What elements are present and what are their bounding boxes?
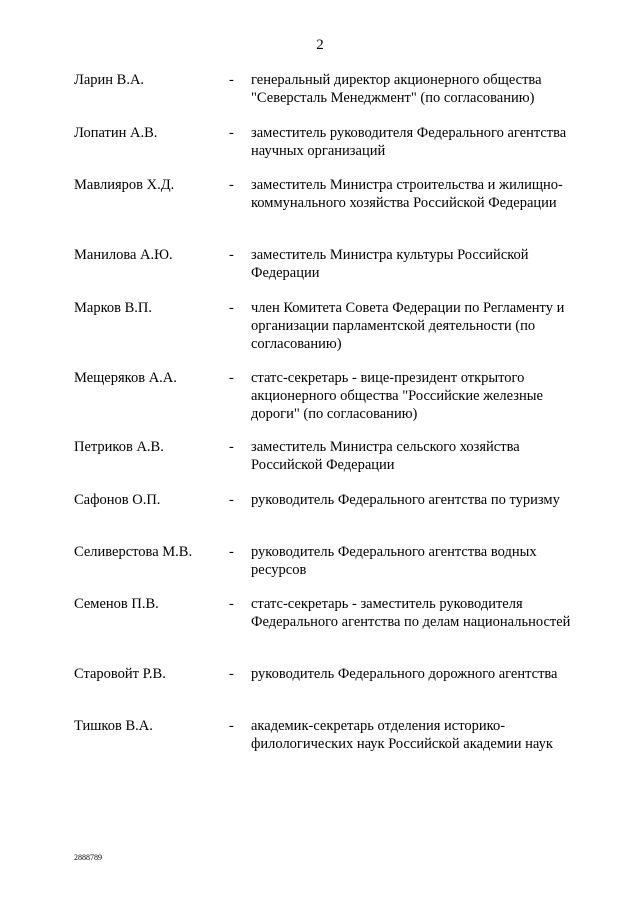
member-name: Мавлияров Х.Д. — [74, 177, 175, 193]
member-dash: - — [229, 177, 234, 193]
member-dash: - — [229, 439, 234, 455]
member-row — [0, 491, 640, 509]
member-name: Манилова А.Ю. — [74, 247, 173, 263]
member-position: заместитель Министра культуры Российской Федерации — [251, 247, 529, 281]
member-dash: - — [229, 492, 234, 508]
member-position: член Комитета Совета Федерации по Регламенту и организации парламентской деятельности (по согласованию) — [251, 300, 565, 352]
member-position: заместитель руководителя Федерального агентства научных организаций — [251, 125, 567, 159]
member-position: заместитель Министра строительства и жилищно-коммунального хозяйства Российской Федерации — [251, 177, 563, 211]
member-row — [0, 124, 640, 159]
member-dash: - — [229, 300, 234, 316]
member-name: Семенов П.В. — [74, 596, 159, 612]
member-dash: - — [229, 666, 234, 682]
member-dash: - — [229, 247, 234, 263]
member-dash: - — [229, 544, 234, 560]
member-row — [0, 595, 640, 630]
member-name: Тишков В.А. — [74, 718, 153, 734]
member-dash: - — [229, 596, 234, 612]
member-row — [0, 299, 640, 352]
member-name: Селиверстова М.В. — [74, 544, 193, 560]
member-name: Старовойт Р.В. — [74, 666, 166, 682]
member-dash: - — [229, 718, 234, 734]
member-row — [0, 176, 640, 211]
member-name: Мещеряков А.А. — [74, 370, 177, 386]
members-list — [0, 71, 640, 752]
member-position: генеральный директор акционерного общества "Северсталь Менеджмент" (по согласованию) — [251, 72, 542, 106]
member-position: руководитель Федерального агентства водных ресурсов — [251, 544, 537, 578]
member-row — [0, 543, 640, 578]
page-number: 2 — [316, 37, 324, 53]
member-position: статс-секретарь - заместитель руководителя Федерального агентства по делам национальностей — [251, 596, 571, 630]
member-row — [0, 438, 640, 473]
member-row — [0, 717, 640, 752]
member-name: Сафонов О.П. — [74, 492, 161, 508]
member-position: руководитель Федерального дорожного агентства — [251, 666, 558, 682]
member-position: академик-секретарь отделения историко-филологических наук Российской академии наук — [251, 718, 553, 752]
member-name: Лопатин А.В. — [74, 125, 158, 141]
member-row — [0, 665, 640, 683]
member-position: заместитель Министра сельского хозяйства Российской Федерации — [251, 439, 520, 473]
member-position: руководитель Федерального агентства по туризму — [251, 492, 560, 508]
member-name: Ларин В.А. — [74, 72, 145, 88]
member-name: Петриков А.В. — [74, 439, 164, 455]
member-row — [0, 246, 640, 281]
member-name: Марков В.П. — [74, 300, 153, 316]
member-position: статс-секретарь - вице-президент открытого акционерного общества "Российские железные дороги" (по согласованию) — [251, 370, 543, 422]
member-row — [0, 369, 640, 422]
member-row — [0, 71, 640, 106]
member-dash: - — [229, 125, 234, 141]
member-dash: - — [229, 370, 234, 386]
member-dash: - — [229, 72, 234, 88]
document-code: 2888789 — [74, 853, 102, 862]
